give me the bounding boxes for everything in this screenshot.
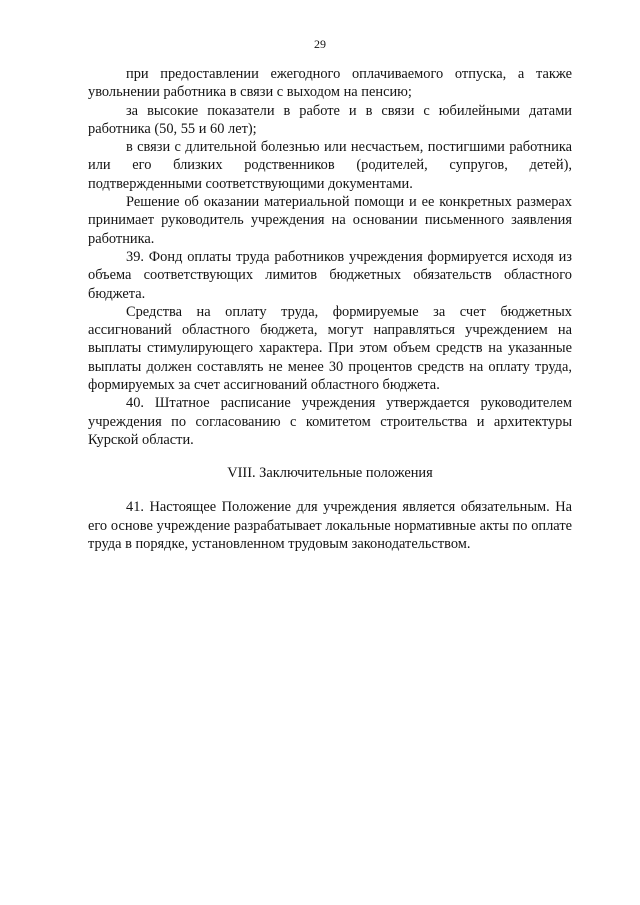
paragraph-illness: в связи с длительной болезнью или несчастьем, постигшими работника или его близких родственников (родителей, супругов, детей), подтвержденными соответствующими документами. [88, 139, 572, 192]
paragraph-anniversary: за высокие показатели в работе и в связи с юбилейными датами работника (50, 55 и 60 лет); [88, 102, 572, 137]
paragraph-clause-41: 41. Настоящее Положение для учреждения является обязательным. На его основе учреждение разрабатывает локальные нормативные акты по оплате труда в порядке, установленном трудовым законодательством. [88, 499, 572, 552]
document-body [88, 65, 572, 553]
paragraph-funds: Средства на оплату труда, формируемые за счет бюджетных ассигнований областного бюджета, могут направляться учреждением на выплаты стимулирующего характера. При этом объем средств на указанные выплаты должен составлять не менее 30 процентов средств на оплату труда, формируемых за счет ассигнований областного бюджета. [88, 303, 572, 394]
paragraph-decision: Решение об оказании материальной помощи и ее конкретных размерах принимает руководитель учреждения на основании письменного заявления работника. [88, 194, 572, 247]
paragraph-clause-40: 40. Штатное расписание учреждения утверждается руководителем учреждения по согласованию с комитетом строительства и архитектуры Курской области. [88, 395, 572, 448]
page-number: 29 [314, 37, 326, 51]
section-heading: VIII. Заключительные положения [227, 465, 433, 482]
paragraph-clause-39: 39. Фонд оплаты труда работников учреждения формируется исходя из объема соответствующих лимитов бюджетных обязательств областного бюджета. [88, 248, 572, 302]
paragraph-vacation-retirement: при предоставлении ежегодного оплачиваемого отпуска, а также увольнении работника в связи с выходом на пенсию; [88, 66, 572, 101]
